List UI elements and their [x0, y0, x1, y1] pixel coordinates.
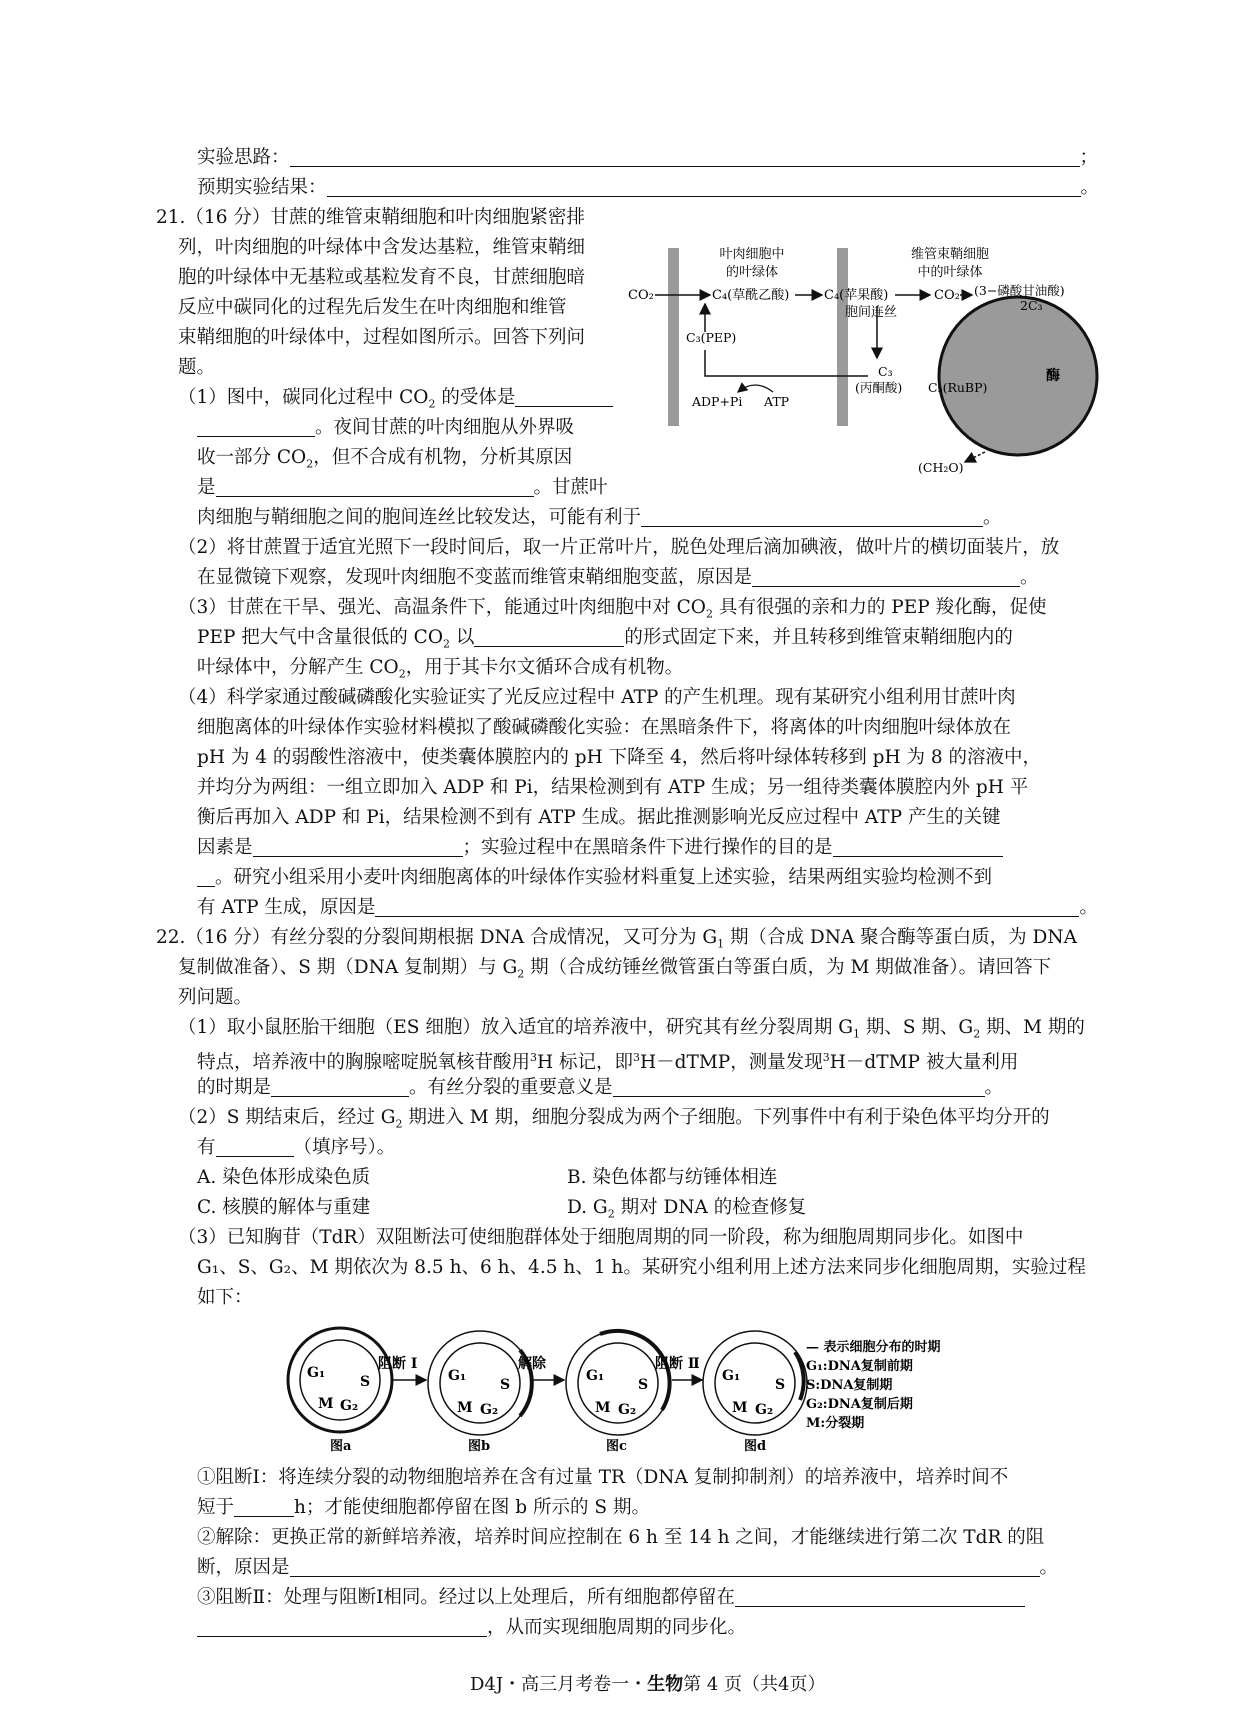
cycle-a: [288, 1328, 392, 1432]
q21-intro-line: 束鞘细胞的叶绿体中，过程如图所示。回答下列问: [178, 327, 586, 348]
cycle-d: [703, 1331, 807, 1435]
g2-label: G₂: [755, 1402, 774, 1418]
q22-part1-line: （1）取小鼠胚胎干细胞（ES 细胞）放入适宜的培养液中，研究其有丝分裂周期 $G_1$ 期、S 期、$G_2$ 期、M 期的: [178, 1017, 1085, 1041]
option-c: C. 核膜的解体与重建: [197, 1197, 371, 1218]
q22-part3-line: 如下：: [197, 1287, 253, 1308]
q22-part3-line: （3）已知胸苷（TdR）双阻断法可使细胞群体处于细胞周期的同一阶段，称为细胞周期同步化。如图中: [178, 1227, 1024, 1248]
q22-part1-line: 的时期是 。有丝分裂的重要意义是 。: [197, 1077, 1004, 1098]
q21-part4-line: 细胞离体的叶绿体作实验材料模拟了酸碱磷酸化实验：在黑暗条件下，将离体的叶肉细胞叶绿体放在: [197, 717, 1012, 738]
block1-label: 阻断 Ⅰ: [378, 1356, 418, 1372]
pga-label: (3−磷酸甘油酸): [974, 283, 1065, 298]
step2-line: 断，原因是 。: [197, 1557, 1059, 1578]
malate-label: C₄(苹果酸): [824, 288, 889, 303]
g2-label: G₂: [618, 1402, 637, 1418]
option-d: D. $G_2$ 期对 DNA 的检查修复: [567, 1197, 807, 1221]
q21-intro-line: 列，叶肉细胞的叶绿体中含发达基粒，维管束鞘细: [178, 237, 586, 258]
step3-phase-blank[interactable]: [735, 1586, 1025, 1607]
s-label: S: [638, 1377, 649, 1393]
q22-part2-line: （2）S 期结束后，经过 $G_2$ 期进入 M 期，细胞分裂成为两个子细胞。下列事件中有利于染色体平均分开的: [178, 1107, 1050, 1131]
legend-g2: G₂:DNA复制后期: [806, 1397, 913, 1412]
caption-c: 图c: [606, 1439, 627, 1454]
q21-fixed-form-blank[interactable]: [474, 626, 624, 647]
option-a: A. 染色体形成染色质: [197, 1167, 371, 1188]
g1-label: G₁: [448, 1368, 467, 1384]
q21-part1-line: 收一部分 $CO_2$，但不合成有机物，分析其原因: [197, 447, 573, 471]
q21-part3-line: （3）甘蔗在干旱、强光、高温条件下，能通过叶肉细胞中对 $CO_2$ 具有很强的亲和力的 PEP 羧化酶，促使: [178, 597, 1047, 621]
q21-part4-line: 有 ATP 生成，原因是 。: [197, 897, 1098, 918]
rubp-label: C₅(RuBP): [928, 380, 988, 395]
s-label: S: [500, 1377, 511, 1393]
co2-label: CO₂: [628, 288, 654, 303]
step1-line: ①阻断Ⅰ：将连续分裂的动物细胞培养在含有过量 TR（DNA 复制抑制剂）的培养液中，培养时间不: [197, 1467, 1009, 1488]
q21-intro-line: 反应中碳同化的过程先后发生在叶肉细胞和维管: [178, 297, 567, 318]
q21-part2-line: 在显微镜下观察，发现叶肉细胞不变蓝而维管束鞘细胞变蓝，原因是 。: [197, 567, 1039, 588]
step2-line: ②解除：更换正常的新鲜培养液，培养时间应控制在 6 h 至 14 h 之间，才能继续进行第二次 TdR 的阻: [197, 1527, 1045, 1548]
q22-phase-blank[interactable]: [271, 1076, 409, 1097]
step1-line: 短于 h；才能使细胞都停留在图 b 所示的 S 期。: [197, 1497, 650, 1518]
c3-label: C₃: [878, 364, 893, 379]
idea-line: 实验思路： ；: [197, 147, 1099, 168]
pep-label: C₃(PEP): [686, 330, 737, 345]
block2-label: 阻断 Ⅱ: [655, 1356, 700, 1372]
q21-intro-line: 题。: [178, 357, 216, 378]
q21-part2-line: （2）将甘蔗置于适宜光照下一段时间后，取一片正常叶片，脱色处理后滴加碘液，做叶片的横切面装片，放: [178, 537, 1060, 558]
s-label: S: [360, 1374, 371, 1390]
ch2o-label: (CH₂O): [918, 460, 964, 475]
q22-intro-line: 复制做准备）、S 期（DNA 复制期）与 $G_2$ 期（合成纺锤丝微管蛋白等蛋白质，为 M 期做准备）。请回答下: [178, 957, 1052, 981]
q21-plasmodesma-blank[interactable]: [641, 506, 983, 527]
membrane-bar: [837, 248, 848, 426]
release-label: 解除: [518, 1356, 546, 1372]
g1-label: G₁: [722, 1368, 741, 1384]
q22-options-blank[interactable]: [216, 1136, 294, 1157]
step3-line: ③阻断Ⅱ：处理与阻断Ⅰ相同。经过以上处理后，所有细胞都停留在: [197, 1585, 1025, 1611]
q21-part4-line: pH 为 4 的弱酸性溶液中，使类囊体膜腔内的 pH 下降至 4，然后将叶绿体转移到 pH 为 8 的溶液中，: [197, 747, 1042, 768]
result-blank[interactable]: [327, 176, 1081, 197]
q22-part3-line: G₁、S、G₂、M 期依次为 8.5 h、6 h、4.5 h、1 h。某研究小组利用上述方法来同步化细胞周期，实验过程: [197, 1257, 1086, 1278]
co2-label: CO₂: [934, 288, 960, 303]
q22-significance-blank[interactable]: [613, 1076, 985, 1097]
q22-part1-line: 特点，培养液中的胸腺嘧啶脱氧核苷酸用$^3$H 标记，即$^3$H－dTMP，测量发现$^3$H－dTMP 被大量利用: [197, 1051, 1019, 1074]
q21-part1-line: 肉细胞与鞘细胞之间的胞间连丝比较发达，可能有利于 。: [197, 507, 1002, 528]
q21-part1-line: 。夜间甘蔗的叶肉细胞从外界吸: [197, 415, 574, 441]
legend-line: — 表示细胞分布的时期: [806, 1340, 941, 1355]
cell-cycle-diagram: [280, 1318, 980, 1458]
q21-co2-acceptor-blank-cont[interactable]: [197, 416, 315, 437]
plasmodesma-label: 胞间连丝: [845, 305, 898, 320]
legend-g1: G₁:DNA复制前期: [806, 1359, 913, 1374]
q21-part3-line: PEP 把大气中含量很低的 $CO_2$ 以 的形式固定下来，并且转移到维管束鞘细胞内的: [197, 627, 1013, 651]
q21-part4-line: 因素是 ；实验过程中在黑暗条件下进行操作的目的是: [197, 835, 1003, 861]
step3-phase-blank-cont[interactable]: [197, 1616, 487, 1637]
step2-reason-blank[interactable]: [290, 1556, 1040, 1577]
q22-intro-line: 列问题。: [178, 987, 253, 1008]
q21-part3-line: 叶绿体中，分解产生 $CO_2$，用于其卡尔文循环合成有机物。: [197, 657, 684, 681]
g1-label: G₁: [586, 1368, 605, 1384]
q21-wheat-reason-blank[interactable]: [375, 896, 1079, 917]
q22-part2-line: 有 （填序号）。: [197, 1137, 396, 1158]
q21-part1-line: （1）图中，碳同化过程中 $CO_2$ 的受体是: [178, 385, 613, 418]
s-label: S: [775, 1377, 786, 1393]
calvin-cycle-circle: [939, 297, 1097, 455]
q21-part4-line: 。研究小组采用小麦叶肉细胞离体的叶绿体作实验材料重复上述实验，结果两组实验均检测不到: [197, 865, 992, 891]
two-c3-label: 2C₃: [1020, 298, 1043, 313]
q21-dark-purpose-blank[interactable]: [833, 836, 1003, 857]
m-label: M: [457, 1400, 473, 1416]
cycle-b: [428, 1331, 532, 1435]
g2-label: G₂: [340, 1398, 359, 1414]
caption-b: 图b: [468, 1439, 491, 1454]
mesophyll-title: 的叶绿体: [725, 265, 779, 280]
m-label: M: [318, 1396, 334, 1412]
m-label: M: [595, 1400, 611, 1416]
q22-intro-line: 22.（16 分）有丝分裂的分裂间期根据 DNA 合成情况，又可分为 $G_1$ 期（合成 DNA 聚合酶等蛋白质，为 DNA: [156, 927, 1077, 951]
sheath-title: 中的叶绿体: [917, 265, 983, 280]
caption-d: 图d: [744, 1439, 767, 1454]
q21-intro-line: 21.（16 分）甘蔗的维管束鞘细胞和叶肉细胞紧密排: [156, 207, 585, 228]
oxaloacetate-label: C₄(草酰乙酸): [712, 288, 790, 303]
adp-pi-label: ADP+Pi: [692, 394, 743, 409]
idea-blank[interactable]: [290, 146, 1080, 167]
q21-key-factor-blank[interactable]: [253, 836, 463, 857]
step1-hours-blank[interactable]: [234, 1496, 294, 1517]
q21-part4-line: 衡后再加入 ADP 和 Pi，结果检测不到有 ATP 生成。据此推测影响光反应过程中 ATP 产生的关键: [197, 807, 1001, 828]
mesophyll-title: 叶肉细胞中: [719, 247, 785, 262]
pyruvate-label: (丙酮酸): [855, 380, 903, 395]
q21-part1-line: 是 。甘蔗叶: [197, 477, 608, 498]
caption-a: 图a: [330, 1439, 352, 1454]
sheath-title: 维管束鞘细胞: [910, 247, 990, 262]
m-label: M: [732, 1400, 748, 1416]
atp-label: ATP: [764, 394, 790, 409]
q21-dark-purpose-blank-cont[interactable]: [197, 866, 215, 887]
step3-line: ，从而实现细胞周期的同步化。: [197, 1615, 746, 1641]
q21-co2-acceptor-blank[interactable]: [515, 386, 613, 407]
q21-part4-line: （4）科学家通过酸碱磷酸化实验证实了光反应过程中 ATP 的产生机理。现有某研究小组利用甘蔗叶肉: [178, 687, 1016, 708]
g2-label: G₂: [480, 1402, 499, 1418]
option-b: B. 染色体都与纺锤体相连: [567, 1167, 778, 1188]
page-footer: D4J・高三月考卷一・生物第 4 页（共4页）: [470, 1674, 826, 1695]
legend-s: S:DNA复制期: [806, 1378, 893, 1393]
q21-part4-line: 并均分为两组：一组立即加入 ADP 和 Pi，结果检测到有 ATP 生成；另一组待类囊体膜腔内外 pH 平: [197, 777, 1029, 798]
result-line: 预期实验结果： 。: [197, 177, 1100, 198]
g1-label: G₁: [307, 1365, 326, 1381]
legend-m: M:分裂期: [806, 1416, 865, 1431]
q21-intro-line: 胞的叶绿体中无基粒或基粒发育不良，甘蔗细胞暗: [178, 267, 586, 288]
cycle-c: [566, 1331, 670, 1435]
q21-starch-reason-blank[interactable]: [752, 566, 1020, 587]
enzyme-label: 酶: [1046, 368, 1060, 384]
c4-pathway-diagram: [620, 238, 1100, 478]
membrane-bar: [668, 248, 679, 426]
q21-reason-blank[interactable]: [216, 476, 534, 497]
